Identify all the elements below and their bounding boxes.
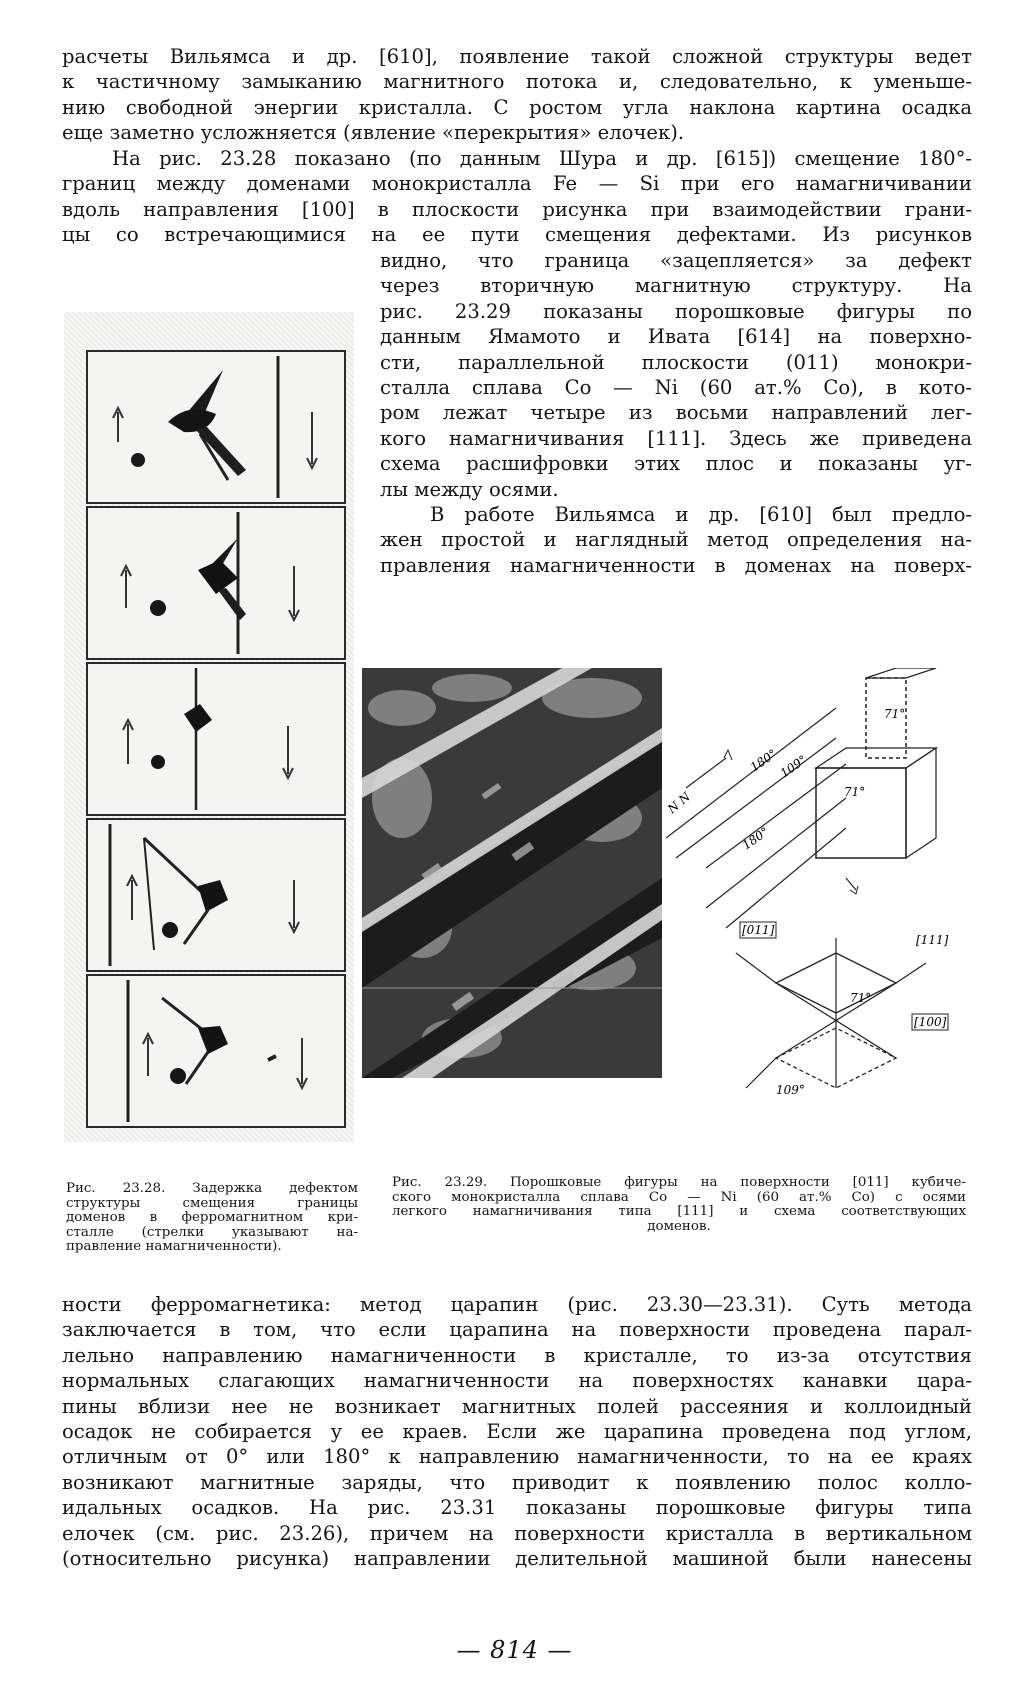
text-line: отличным от 0° или 180° к направлению намагниченности, то на ее краях xyxy=(62,1445,972,1469)
text-line: В работе Вильямса и др. [610] был предло- xyxy=(430,503,972,526)
text-line: жен простой и наглядный метод определения на- xyxy=(380,528,972,552)
text-line: сти, параллельной плоскости (011) монокри- xyxy=(380,350,972,374)
text-line: цы со встречающимися на ее пути смещения дефектами. Из рисунков xyxy=(62,223,972,247)
text-line: еще заметно усложняется (явление «перекрытия» елочек). xyxy=(62,121,685,145)
domain-panel-3 xyxy=(86,662,346,816)
direction-label: [111] xyxy=(916,933,949,947)
text-line: данным Ямамото и Ивата [614] на поверхно- xyxy=(380,325,972,349)
figure-23-29-schematic xyxy=(666,668,970,1138)
domain-wall-image xyxy=(88,976,344,1126)
text-line: нормальных слагающих намагниченности на поверхностях канавки цара- xyxy=(62,1369,972,1393)
text-line: границ между доменами монокристалла Fe — Si при его намагничивании xyxy=(62,172,972,196)
text-line: осадок не собирается у ее краев. Если же царапина проведена под углом, xyxy=(62,1420,972,1444)
top-paragraph xyxy=(62,44,972,146)
domain-panel-2 xyxy=(86,506,346,660)
text-line: расчеты Вильямса и др. [610], появление такой сложной структуры ведет xyxy=(62,45,972,68)
angle-label: 180° xyxy=(739,824,772,853)
domain-schematic xyxy=(666,668,970,1138)
text-line: кого намагничивания [111]. Здесь же приведена xyxy=(380,426,972,450)
caption-line: структуры смещения границы xyxy=(66,1196,358,1211)
text-line: (относительно рисунка) направлении делительной машиной были нанесены xyxy=(62,1547,972,1571)
direction-label: [100] xyxy=(914,1015,947,1029)
angle-label: 71° xyxy=(844,785,866,799)
direction-label: [011] xyxy=(742,923,775,937)
text-line: рис. 23.29 показаны порошковые фигуры по xyxy=(380,299,972,323)
domain-wall-image xyxy=(88,820,344,970)
domain-panel-4 xyxy=(86,818,346,972)
angle-label: 109° xyxy=(776,1083,805,1097)
text-line: нию свободной энергии кристалла. С ростом угла наклона картина осадка xyxy=(62,95,972,119)
caption-line: правление намагниченности). xyxy=(66,1240,282,1255)
figure-23-29-photo xyxy=(362,668,662,1078)
angle-label: 180° xyxy=(747,746,780,775)
text-line: видно, что граница «зацепляется» за дефект xyxy=(380,249,972,272)
text-line: идальных осадков. На рис. 23.31 показаны порошковые фигуры типа xyxy=(62,1496,972,1520)
caption-line: доменов. xyxy=(647,1219,711,1234)
caption-line: Рис. 23.28. Задержка дефектом xyxy=(66,1182,358,1196)
caption-line: ского монокристалла сплава Co — Ni (60 ат.% Co) с осями xyxy=(392,1190,966,1205)
caption-line: сталле (стрелки указывают на- xyxy=(66,1225,358,1240)
domain-wall-image xyxy=(88,664,344,814)
text-line: елочек (см. рис. 23.26), причем на поверхности кристалла в вертикальном xyxy=(62,1521,972,1545)
text-line: схема расшифровки этих плос и показаны уг- xyxy=(380,452,972,476)
second-paragraph xyxy=(62,146,972,248)
text-line: правления намагниченности в доменах на поверх- xyxy=(380,553,972,577)
domain-panel-1 xyxy=(86,350,346,504)
text-line: возникают магнитные заряды, что приводит к появлению полос колло- xyxy=(62,1470,972,1494)
bottom-paragraph xyxy=(62,1292,972,1571)
text-line: к частичному замыканию магнитного потока и, следовательно, к уменьше- xyxy=(62,70,972,94)
page-number: — 814 — xyxy=(456,1636,573,1664)
text-line: ности ферромагнетика: метод царапин (рис. 23.30—23.31). Суть метода xyxy=(62,1293,972,1316)
text-line: сталла сплава Co — Ni (60 ат.% Co), в кото- xyxy=(380,376,972,400)
text-line: лы между осями. xyxy=(380,477,559,501)
domain-wall-image xyxy=(88,352,344,502)
text-line: вдоль направления [100] в плоскости рисунка при взаимодействии грани- xyxy=(62,197,972,221)
figure-23-28 xyxy=(64,312,354,1142)
text-line: заключается в том, что если царапина на поверхности проведена парал- xyxy=(62,1318,972,1342)
caption-line: Рис. 23.29. Порошковые фигуры на поверхности [011] кубиче- xyxy=(392,1176,966,1190)
caption-line: легкого намагничивания типа [111] и схема соответствующих xyxy=(392,1205,966,1220)
figure-23-28-caption xyxy=(66,1182,358,1255)
text-line: ром лежат четыре из восьми направлений лег- xyxy=(380,401,972,425)
figure-23-29-caption xyxy=(392,1176,966,1234)
caption-line: доменов в ферромагнитном кри- xyxy=(66,1211,358,1226)
text-line: На рис. 23.28 показано (по данным Шура и др. [615]) смещение 180°- xyxy=(112,147,972,170)
domain-panel-5 xyxy=(86,974,346,1128)
third-paragraph xyxy=(380,502,972,578)
text-line: лельно направлению намагниченности в кристалле, то из-за отсутствия xyxy=(62,1343,972,1367)
angle-label: 109° xyxy=(777,752,810,781)
angle-label: 71° xyxy=(850,991,872,1005)
text-line: пины вблизи нее не возникает магнитных полей рассеяния и коллоидный xyxy=(62,1394,972,1418)
domain-wall-image xyxy=(88,508,344,658)
angle-label: 71° xyxy=(884,707,906,721)
powder-figure-photo xyxy=(362,668,662,1078)
pole-label: N N xyxy=(666,789,693,817)
second-paragraph-continued xyxy=(380,248,972,502)
text-line: через вторичную магнитную структуру. На xyxy=(380,274,972,298)
